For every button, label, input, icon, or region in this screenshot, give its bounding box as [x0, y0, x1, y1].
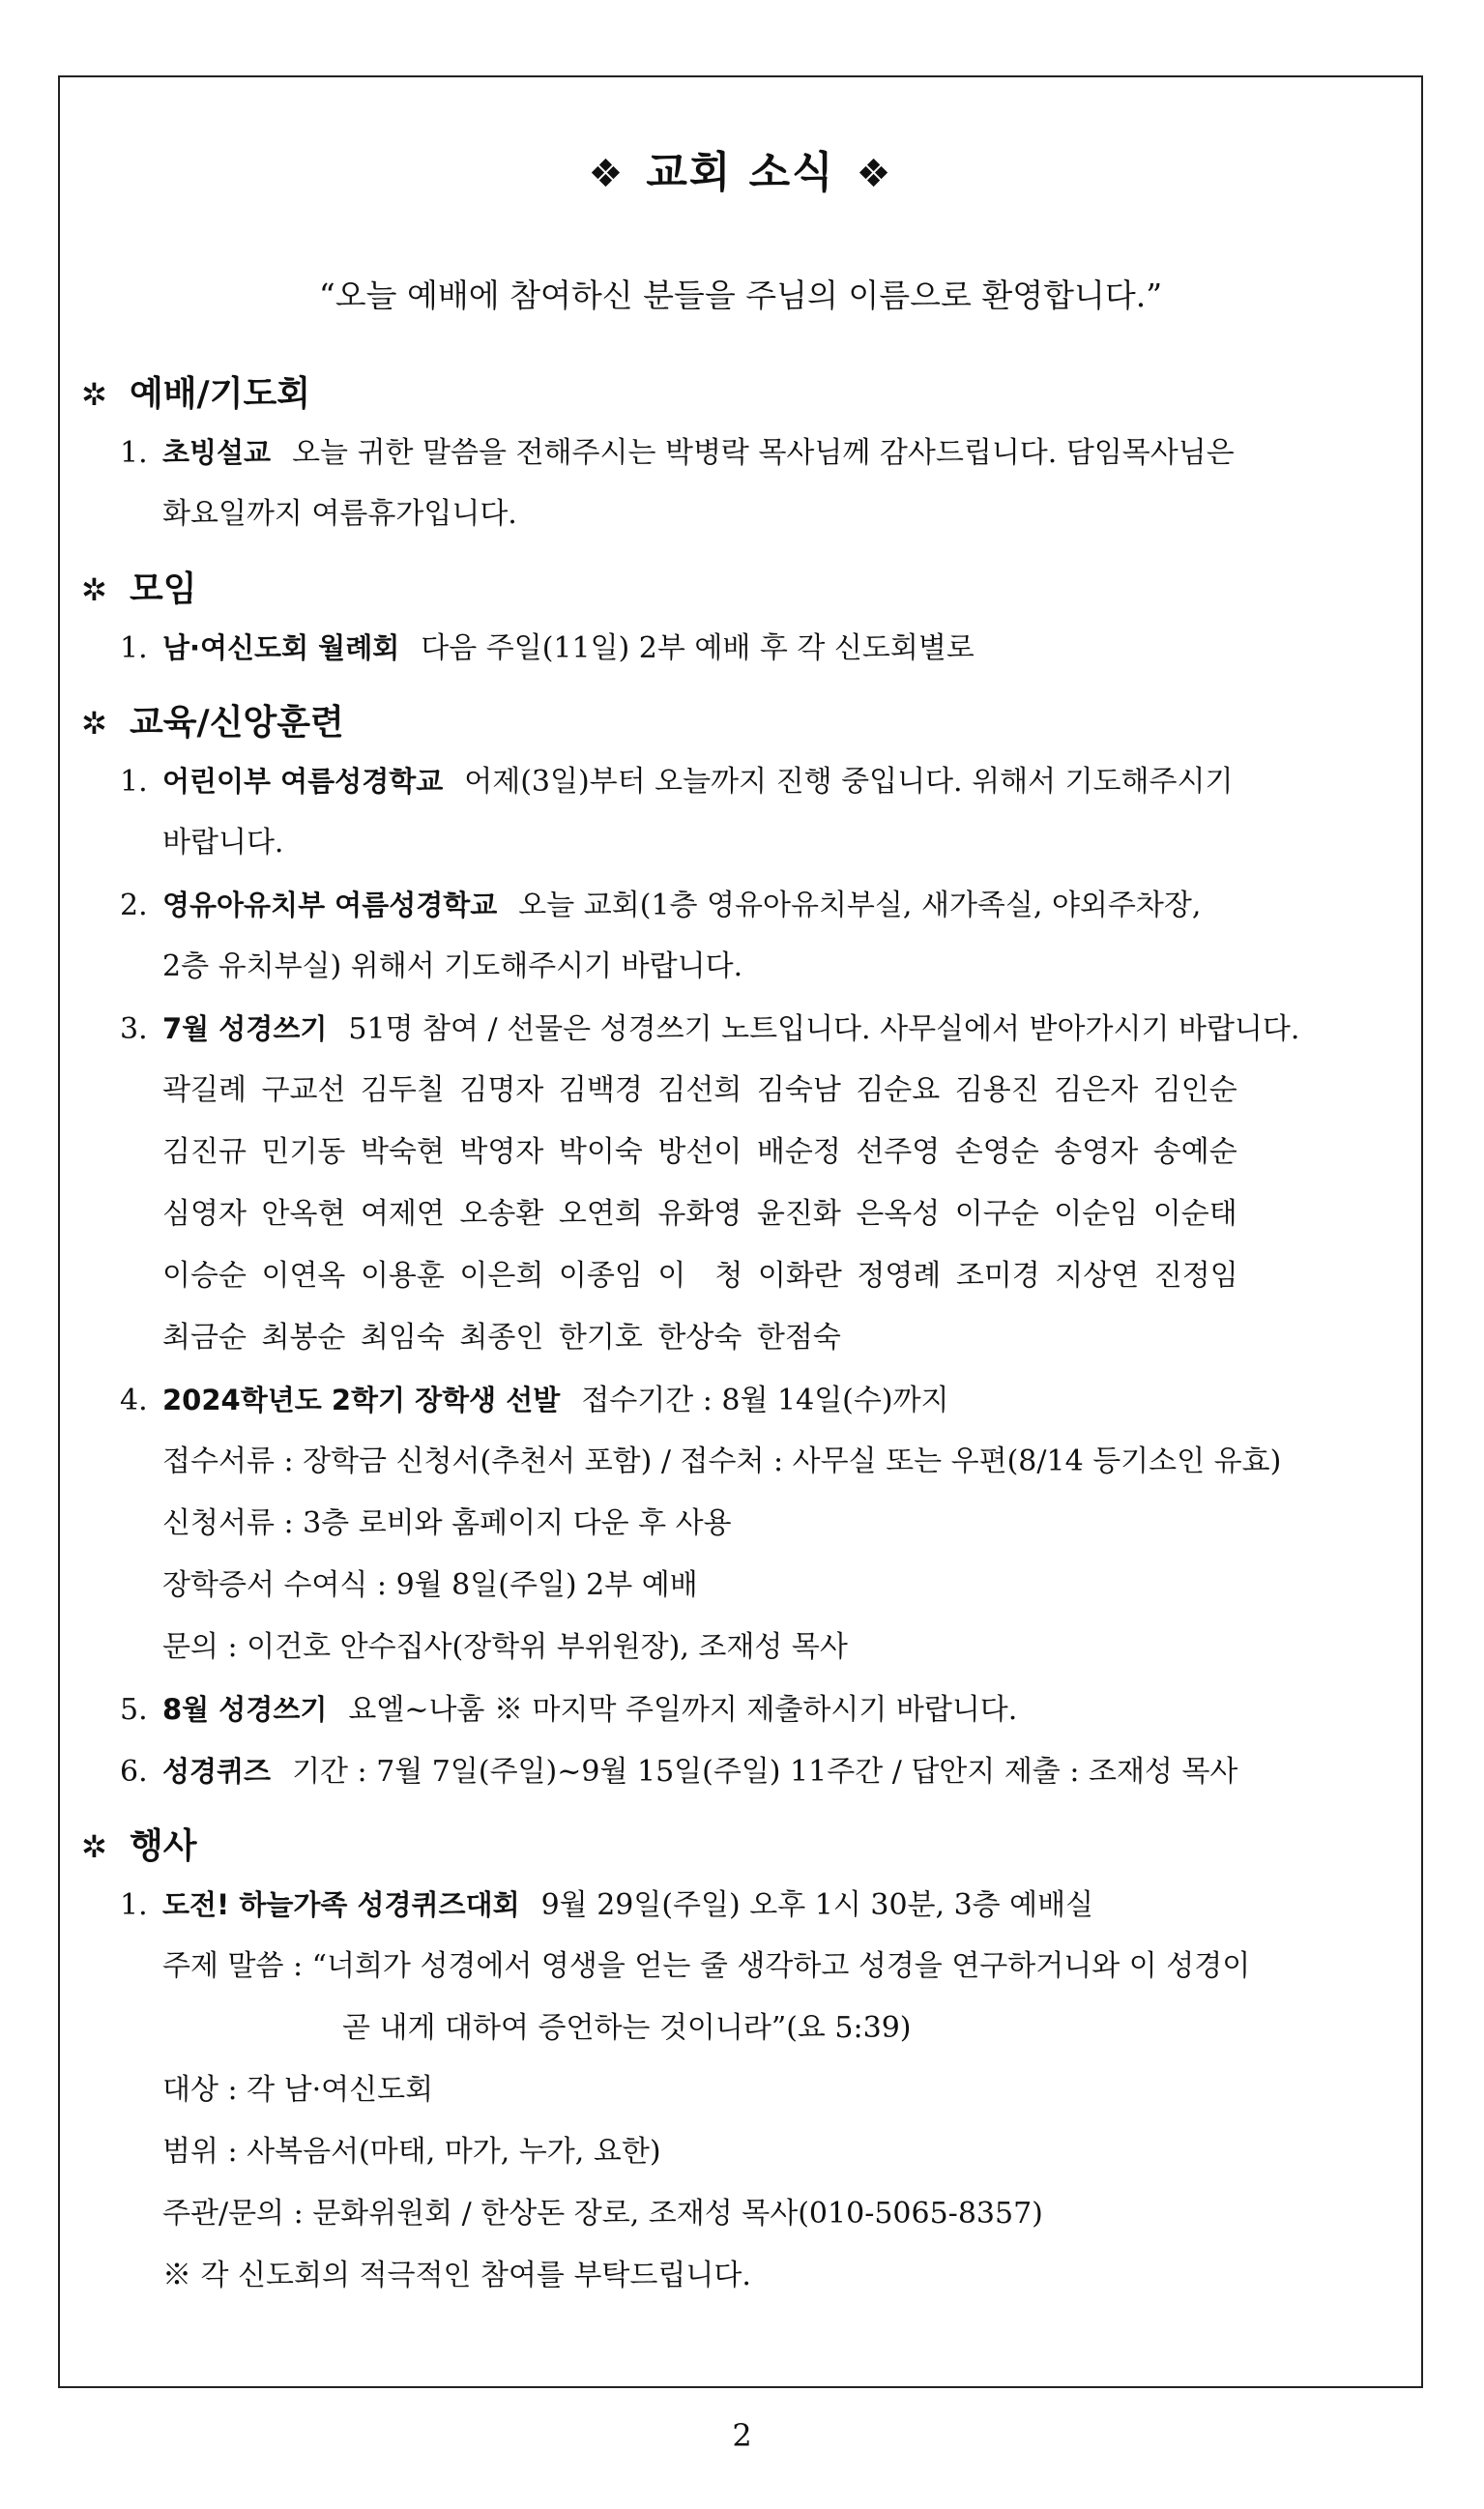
section-heading-meeting: [81, 563, 1398, 617]
section-heading-text: 모임: [130, 569, 197, 609]
notice-frame: [58, 75, 1423, 2388]
item-number: 1.: [120, 436, 148, 470]
item-continuation: 2층 유치부실) 위해서 기도해주시기 바랍니다.: [162, 949, 743, 983]
item-detail: 문의 : 이건호 안수집사(장학위 부위원장), 조재성 목사: [162, 1630, 848, 1664]
item-text: 요엘~나훔 ※ 마지막 주일까지 제출하시기 바랍니다.: [348, 1693, 1018, 1727]
list-item: [81, 617, 1398, 679]
item-title: 성경퀴즈: [162, 1755, 272, 1788]
list-item: [81, 1369, 1398, 1431]
item-title: 초빙설교: [162, 436, 272, 469]
asterisk-bullet-icon: ✲: [81, 376, 107, 413]
item-text: 기간 : 7월 7일(주일)~9월 15일(주일) 11주간 / 답안지 제출 : 조재성 목사: [292, 1755, 1238, 1789]
participant-names-row: 김진규 민기동 박숙현 박영자 박이숙 방선이 배순정 선주영 손영순 송영자 송예순: [162, 1135, 1237, 1169]
participant-names-row: 곽길례 구교선 김두칠 김명자 김백경 김선희 김숙남 김순요 김용진 김은자 김인순: [162, 1073, 1237, 1107]
notice-content: [81, 367, 1398, 2307]
item-number: 4.: [120, 1384, 148, 1417]
item-title: 남·여신도회 월례회: [162, 631, 400, 664]
item-detail: 장학증서 수여식 : 9월 8일(주일) 2부 예배: [162, 1568, 698, 1602]
item-title: 7월 성경쓰기: [162, 1012, 328, 1045]
asterisk-bullet-icon: ✲: [81, 1828, 107, 1865]
item-text: 51명 참여 / 선물은 성경쓰기 노트입니다. 사무실에서 받아가시기 바랍니다.: [348, 1012, 1300, 1046]
item-title: 8월 성경쓰기: [162, 1693, 328, 1726]
list-item: [81, 750, 1398, 812]
list-item: [81, 1740, 1398, 1802]
section-heading-text: 예배/기도회: [130, 374, 311, 414]
section-heading-events: [81, 1820, 1398, 1874]
item-text: 다음 주일(11일) 2부 예배 후 각 신도회별로: [421, 631, 975, 665]
item-detail: 범위 : 사복음서(마태, 마가, 누가, 요한): [162, 2135, 661, 2169]
item-text: 접수기간 : 8월 14일(수)까지: [581, 1384, 949, 1417]
item-number: 1.: [120, 765, 148, 799]
theme-verse-continuation: 곧 내게 대하여 증언하는 것이니라”(요 5:39): [342, 2011, 912, 2045]
item-number: 6.: [120, 1755, 148, 1789]
page-number: 2: [732, 2417, 752, 2454]
list-item: [81, 1874, 1398, 1936]
page-title-text: 교회 소식: [646, 148, 835, 197]
diamond-ornament-icon: ❖: [856, 152, 893, 196]
item-number: 2.: [120, 889, 148, 922]
item-number: 5.: [120, 1693, 148, 1727]
list-item: [81, 874, 1398, 936]
item-number: 3.: [120, 1012, 148, 1046]
list-item: [81, 422, 1398, 483]
item-title: 도전! 하늘가족 성경퀴즈대회: [162, 1888, 520, 1921]
theme-verse-line: 주제 말씀 : “너희가 성경에서 영생을 얻는 줄 생각하고 성경을 연구하거니와 이 성경이: [162, 1949, 1251, 1983]
page-title: [60, 137, 1421, 199]
section-heading-text: 행사: [130, 1826, 197, 1866]
item-detail: 신청서류 : 3층 로비와 홈페이지 다운 후 사용: [162, 1506, 732, 1540]
list-item: [81, 998, 1398, 1060]
section-heading-worship: [81, 367, 1398, 422]
item-title: 어린이부 여름성경학교: [162, 765, 444, 798]
section-heading-education: [81, 696, 1398, 750]
participant-names-row: 심영자 안옥현 여제연 오송환 오연희 유화영 윤진화 은옥성 이구순 이순임 이순태: [162, 1197, 1237, 1231]
section-heading-text: 교육/신앙훈련: [130, 703, 344, 743]
item-title: 영유아유치부 여름성경학교: [162, 889, 498, 921]
item-text: 어제(3일)부터 오늘까지 진행 중입니다. 위해서 기도해주시기: [464, 765, 1234, 799]
item-text: 오늘 귀한 말씀을 전해주시는 박병락 목사님께 감사드립니다. 담임목사님은: [292, 436, 1235, 470]
item-text: 오늘 교회(1층 영유아유치부실, 새가족실, 야외주차장,: [518, 889, 1202, 922]
participant-names-row: 최금순 최봉순 최임숙 최종인 한기호 한상숙 한점숙: [162, 1321, 841, 1355]
item-continuation: 화요일까지 여름휴가입니다.: [162, 497, 517, 531]
item-continuation: 바랍니다.: [162, 826, 284, 860]
item-number: 1.: [120, 631, 148, 665]
item-detail: 대상 : 각 남·여신도회: [162, 2073, 434, 2107]
asterisk-bullet-icon: ✲: [81, 705, 107, 742]
participant-names-row: 이승순 이연옥 이용훈 이은희 이종임 이 청 이화란 정영례 조미경 지상연 진정임: [162, 1259, 1238, 1293]
item-title: 2024학년도 2학기 장학생 선발: [162, 1384, 561, 1416]
welcome-message: “오늘 예배에 참여하신 분들을 주님의 이름으로 환영합니다.”: [318, 277, 1163, 314]
asterisk-bullet-icon: ✲: [81, 571, 107, 608]
list-item: [81, 1678, 1398, 1740]
diamond-ornament-icon: ❖: [588, 152, 626, 196]
item-text: 9월 29일(주일) 오후 1시 30분, 3층 예배실: [540, 1888, 1094, 1922]
item-detail: ※ 각 신도회의 적극적인 참여를 부탁드립니다.: [162, 2259, 751, 2292]
item-detail: 주관/문의 : 문화위원회 / 한상돈 장로, 조재성 목사(010-5065-8357): [162, 2197, 1043, 2231]
item-detail: 접수서류 : 장학금 신청서(추천서 포함) / 접수처 : 사무실 또는 우편(8/14 등기소인 유효): [162, 1444, 1282, 1478]
item-number: 1.: [120, 1888, 148, 1922]
